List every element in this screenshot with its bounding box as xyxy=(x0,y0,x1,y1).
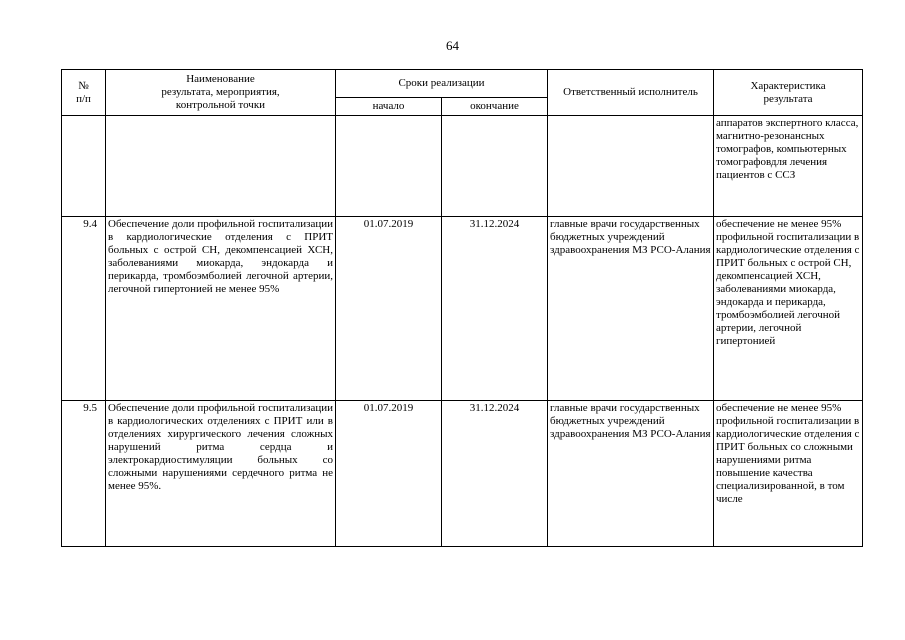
table-row-continuation xyxy=(62,116,863,217)
cell-name: Обеспечение доли профильной госпитализации в кардиологические отделения с ПРИТ больных с острой СН, декомпенсацией ХСН, заболеваниями миокарда, эндокарда и перикарда, тромбоэмболией легочной артерии, легочной гипертонией не менее 95% xyxy=(106,217,336,401)
cell-num xyxy=(62,116,106,217)
results-table xyxy=(61,69,863,547)
header-terms: Сроки реализации xyxy=(336,70,548,98)
header-responsible: Ответственный исполнитель xyxy=(548,70,714,116)
header-end: окончание xyxy=(442,98,548,116)
cell-num: 9.5 xyxy=(62,401,106,547)
cell-start: 01.07.2019 xyxy=(336,217,442,401)
table-row xyxy=(62,401,863,547)
cell-name: Обеспечение доли профильной госпитализации в кардиологических отделениях с ПРИТ или в отделениях хирургического лечения сложных нарушений ритма сердца и электрокардиостимуляции больных со сложными нарушениями сердечного ритма не менее 95%. xyxy=(106,401,336,547)
cell-responsible: главные врачи государственных бюджетных учреждений здравоохранения МЗ РСО-Алания xyxy=(548,217,714,401)
page-number: 64 xyxy=(446,38,459,53)
cell-end xyxy=(442,116,548,217)
cell-end: 31.12.2024 xyxy=(442,217,548,401)
cell-characteristic: обеспечение не менее 95% профильной госпитализации в кардиологические отделения с ПРИТ больных с острой СН, декомпенсацией ХСН, заболеваниями миокарда, эндокарда и перикарда, тромбоэмболией легочной артерии, легочной гипертонией xyxy=(714,217,863,401)
cell-start xyxy=(336,116,442,217)
cell-responsible: главные врачи государственных бюджетных учреждений здравоохранения МЗ РСО-Алания xyxy=(548,401,714,547)
cell-name xyxy=(106,116,336,217)
header-start: начало xyxy=(336,98,442,116)
header-row xyxy=(62,70,863,98)
cell-characteristic: аппаратов экспертного класса, магнитно-резонансных томографов, компьютерных томографовдля лечения пациентов с ССЗ xyxy=(714,116,863,217)
table-row xyxy=(62,217,863,401)
cell-characteristic: обеспечение не менее 95% профильной госпитализации в кардиологические отделения с ПРИТ больных со сложными нарушениями ритма повышение качества специализированной, в том числе xyxy=(714,401,863,547)
cell-num: 9.4 xyxy=(62,217,106,401)
cell-start: 01.07.2019 xyxy=(336,401,442,547)
cell-end: 31.12.2024 xyxy=(442,401,548,547)
header-characteristic: Характеристика результата xyxy=(714,70,863,116)
header-name: Наименование результата, мероприятия, контрольной точки xyxy=(106,70,336,116)
header-num: № п/п xyxy=(62,70,106,116)
cell-responsible xyxy=(548,116,714,217)
